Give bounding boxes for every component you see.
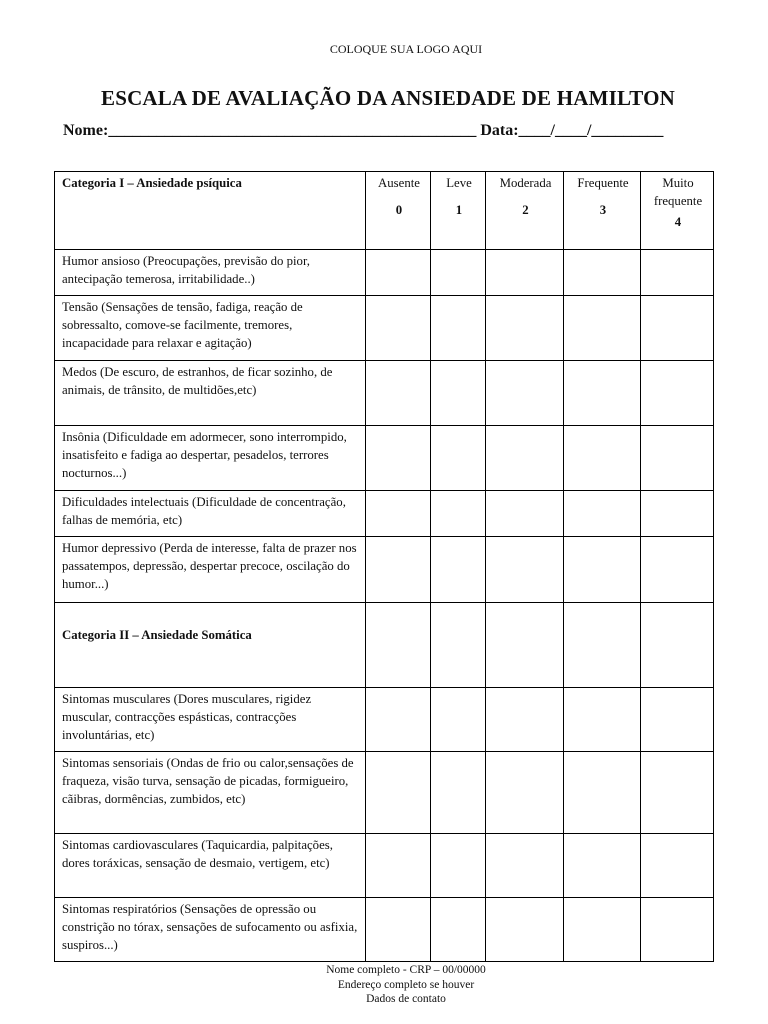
score-cell[interactable] xyxy=(486,426,564,491)
column-label: Muito frequente xyxy=(653,176,703,208)
score-cell[interactable] xyxy=(641,898,714,962)
score-cell[interactable] xyxy=(564,361,641,426)
score-cell[interactable] xyxy=(486,834,564,898)
score-cell[interactable] xyxy=(431,752,486,834)
table-row xyxy=(55,537,714,603)
column-moderada xyxy=(486,172,564,250)
column-score: 0 xyxy=(395,203,403,217)
score-cell[interactable] xyxy=(564,296,641,361)
score-cell[interactable] xyxy=(366,250,431,296)
score-cell[interactable] xyxy=(366,361,431,426)
score-cell[interactable] xyxy=(366,688,431,752)
score-cell[interactable] xyxy=(431,296,486,361)
score-cell[interactable] xyxy=(641,361,714,426)
item-description: Sintomas musculares (Dores musculares, rigidez muscular, contracções espásticas, contracções involuntárias, etc) xyxy=(55,688,366,752)
score-cell[interactable] xyxy=(431,361,486,426)
score-cell[interactable] xyxy=(431,491,486,537)
category-1-header: Categoria I – Ansiedade psíquica xyxy=(55,172,366,250)
item-description: Sintomas sensoriais (Ondas de frio ou calor,sensações de fraqueza, visão turva, sensação de picadas, formigueiro, cãibras, dormências, zumbidos, etc) xyxy=(55,752,366,834)
score-cell[interactable] xyxy=(641,834,714,898)
column-frequente xyxy=(564,172,641,250)
item-description: Dificuldades intelectuais (Dificuldade de concentração, falhas de memória, etc) xyxy=(55,491,366,537)
score-cell[interactable] xyxy=(431,537,486,603)
score-cell[interactable] xyxy=(641,752,714,834)
column-label: Frequente xyxy=(577,176,629,190)
table-row xyxy=(55,688,714,752)
footer-contact: Dados de contato xyxy=(366,993,446,1005)
score-cell[interactable] xyxy=(641,250,714,296)
score-cell[interactable] xyxy=(486,752,564,834)
score-cell[interactable] xyxy=(641,537,714,603)
score-cell[interactable] xyxy=(431,688,486,752)
table-row xyxy=(55,752,714,834)
name-date-line xyxy=(63,122,663,140)
item-description: Sintomas respiratórios (Sensações de opressão ou constrição no tórax, sensações de sufocamento ou asfixia, suspiros...) xyxy=(55,898,366,962)
score-cell[interactable] xyxy=(486,491,564,537)
page-title: ESCALA DE AVALIAÇÃO DA ANSIEDADE DE HAMILTON xyxy=(100,86,676,110)
column-leve xyxy=(431,172,486,250)
name-field[interactable]: ______________________________________________ xyxy=(108,122,477,139)
table-row xyxy=(55,834,714,898)
item-description: Humor ansioso (Preocupações, previsão do pior, antecipação temerosa, irritabilidade..) xyxy=(55,250,366,296)
hamilton-scale-table xyxy=(54,171,714,962)
column-label: Leve xyxy=(446,176,472,190)
category-2-header: Categoria II – Ansiedade Somática xyxy=(55,603,366,688)
score-cell[interactable] xyxy=(641,603,714,688)
footer-name-crp: Nome completo - CRP – 00/00000 xyxy=(326,964,486,976)
score-cell[interactable] xyxy=(366,296,431,361)
date-label: Data: xyxy=(480,122,519,139)
score-cell[interactable] xyxy=(564,898,641,962)
score-cell[interactable] xyxy=(486,603,564,688)
date-field[interactable]: ____/____/_________ xyxy=(518,122,664,139)
score-cell[interactable] xyxy=(641,296,714,361)
item-description: Medos (De escuro, de estranhos, de ficar sozinho, de animais, de trânsito, de multidões,etc) xyxy=(55,361,366,426)
score-cell[interactable] xyxy=(366,537,431,603)
score-cell[interactable] xyxy=(366,603,431,688)
item-description: Humor depressivo (Perda de interesse, falta de prazer nos passatempos, depressão, despertar precoce, oscilação do humor...) xyxy=(55,537,366,603)
column-score: 2 xyxy=(522,203,529,217)
footer-address: Endereço completo se houver xyxy=(337,978,475,991)
column-score: 4 xyxy=(674,215,682,229)
score-cell[interactable] xyxy=(486,537,564,603)
footer xyxy=(0,963,768,1007)
score-cell[interactable] xyxy=(564,834,641,898)
score-cell[interactable] xyxy=(564,603,641,688)
score-cell[interactable] xyxy=(564,491,641,537)
score-cell[interactable] xyxy=(564,426,641,491)
score-cell[interactable] xyxy=(641,688,714,752)
score-cell[interactable] xyxy=(486,361,564,426)
table-row xyxy=(55,361,714,426)
score-cell[interactable] xyxy=(366,898,431,962)
score-cell[interactable] xyxy=(366,426,431,491)
score-cell[interactable] xyxy=(486,688,564,752)
score-cell[interactable] xyxy=(366,834,431,898)
table-row xyxy=(55,296,714,361)
category-2-row xyxy=(55,603,714,688)
column-score: 1 xyxy=(455,203,463,217)
item-description: Tensão (Sensações de tensão, fadiga, reação de sobressalto, comove-se facilmente, tremores, incapacidade para relaxar e agitação) xyxy=(55,296,366,361)
score-cell[interactable] xyxy=(564,250,641,296)
table-row xyxy=(55,898,714,962)
score-cell[interactable] xyxy=(641,426,714,491)
item-description: Insônia (Dificuldade em adormecer, sono interrompido, insatisfeito e fadiga ao despertar, pesadelos, terrores nocturnos...) xyxy=(55,426,366,491)
table-row xyxy=(55,250,714,296)
item-description: Sintomas cardiovasculares (Taquicardia, palpitações, dores toráxicas, sensação de desmaio, vertigem, etc) xyxy=(55,834,366,898)
table-row xyxy=(55,426,714,491)
column-score: 3 xyxy=(599,203,607,217)
score-cell[interactable] xyxy=(431,426,486,491)
score-cell[interactable] xyxy=(366,752,431,834)
table-row xyxy=(55,491,714,537)
score-cell[interactable] xyxy=(486,250,564,296)
table-header-row xyxy=(55,172,714,250)
score-cell[interactable] xyxy=(564,537,641,603)
score-cell[interactable] xyxy=(366,491,431,537)
score-cell[interactable] xyxy=(431,603,486,688)
column-muito-frequente xyxy=(641,172,714,250)
column-label: Moderada xyxy=(499,176,552,190)
score-cell[interactable] xyxy=(641,491,714,537)
column-label: Ausente xyxy=(378,176,420,190)
logo-placeholder: COLOQUE SUA LOGO AQUI xyxy=(329,42,483,56)
score-cell[interactable] xyxy=(486,898,564,962)
score-cell[interactable] xyxy=(564,752,641,834)
score-cell[interactable] xyxy=(564,688,641,752)
score-cell[interactable] xyxy=(486,296,564,361)
score-cell[interactable] xyxy=(431,250,486,296)
score-cell[interactable] xyxy=(431,898,486,962)
column-ausente xyxy=(366,172,431,250)
score-cell[interactable] xyxy=(431,834,486,898)
name-label: Nome: xyxy=(63,122,109,139)
